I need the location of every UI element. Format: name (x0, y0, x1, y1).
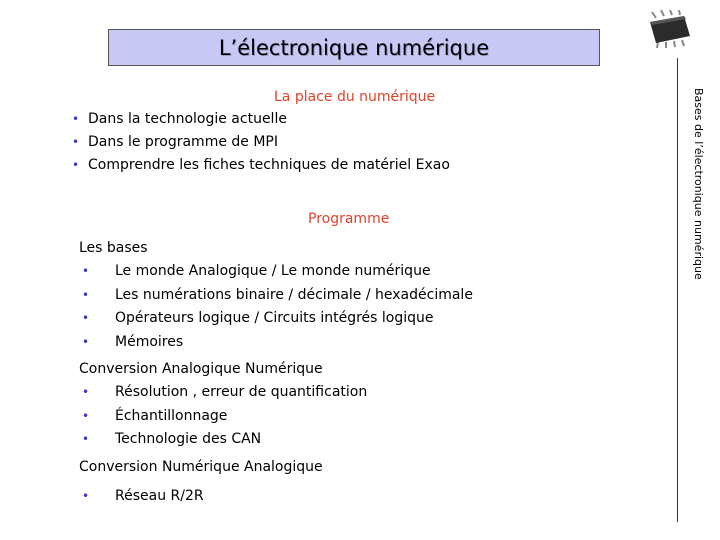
slide-title-text: L’électronique numérique (218, 35, 490, 60)
sidebar-rule (677, 58, 678, 522)
bullet-dot: • (82, 264, 90, 278)
group-label-can: Conversion Analogique Numérique (79, 361, 323, 377)
group-label-cna: Conversion Numérique Analogique (79, 459, 323, 475)
section-heading-programme: Programme (308, 211, 390, 227)
bullet-dot: • (82, 287, 90, 302)
bullet-dot: • (82, 334, 90, 349)
ic-chip-icon (646, 10, 692, 50)
bullet-dot: • (82, 408, 90, 423)
slide-title (108, 29, 600, 66)
group-label-bases: Les bases (79, 240, 148, 256)
sidebar-title: Bases de l’électronique numérique (692, 88, 705, 280)
bullet-dot: • (82, 385, 90, 399)
bullet-dot: • (82, 311, 90, 325)
bullet-dot: • (72, 135, 80, 149)
bullet-dot: • (82, 489, 90, 503)
section-heading-place: La place du numérique (274, 89, 436, 105)
bullet-dot: • (72, 158, 80, 172)
bullet-dot: • (82, 432, 90, 446)
bullet-dot: • (72, 112, 80, 126)
